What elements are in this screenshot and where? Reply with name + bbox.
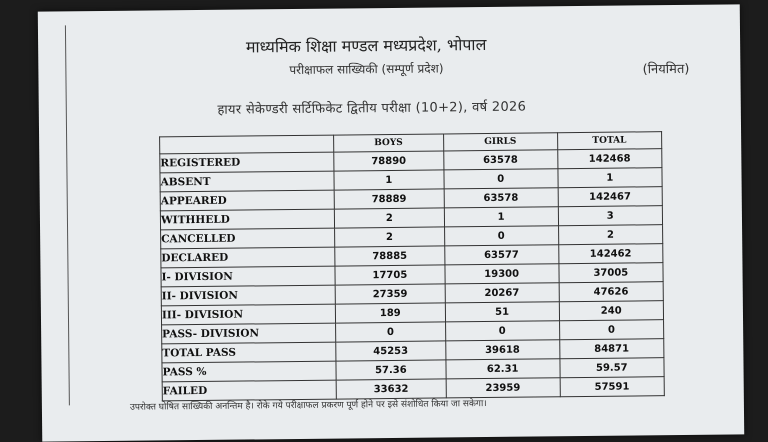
boys-value: 0: [336, 322, 446, 342]
total-value: 3: [558, 206, 663, 226]
footer-note: उपरोक्त घोषित साख्यिकी अनन्तिम है। रोके गये परीक्षाफल प्रकरण पूर्ण होने पर इसे संशोधित किया जा सकेगा।: [129, 399, 487, 413]
row-label: III- DIVISION: [161, 304, 335, 325]
boys-value: 78890: [334, 151, 444, 171]
header-girls: GIRLS: [443, 133, 557, 151]
page-border: [65, 19, 721, 413]
regular-tag: (नियमित): [642, 61, 690, 78]
boys-value: 78889: [334, 189, 444, 209]
girls-value: 1: [444, 207, 558, 227]
boys-value: 2: [335, 227, 445, 247]
total-value: 1: [558, 168, 663, 188]
boys-value: 17705: [335, 265, 445, 285]
total-value: 47626: [559, 282, 664, 302]
total-value: 240: [559, 301, 664, 321]
results-table: [159, 131, 665, 401]
row-label: FAILED: [162, 380, 336, 401]
row-label: PASS- DIVISION: [162, 323, 336, 344]
boys-value: 57.36: [336, 360, 446, 380]
row-label: REGISTERED: [160, 152, 334, 173]
girls-value: 63578: [444, 188, 558, 208]
statistics-subtitle: परीक्षाफल साख्यिकी (सम्पूर्ण प्रदेश): [289, 61, 444, 78]
girls-value: 63578: [443, 150, 557, 170]
girls-value: 39618: [445, 340, 559, 360]
total-value: 57591: [560, 377, 665, 397]
header-total: TOTAL: [557, 132, 662, 150]
boys-value: 45253: [336, 341, 446, 361]
exam-title: हायर सेकेण्डरी सर्टिफिकेट द्वितीय परीक्षा (10+2), वर्ष 2026: [217, 99, 527, 118]
row-label: WITHHELD: [160, 209, 334, 230]
header-blank: [160, 135, 334, 154]
row-label: ABSENT: [160, 171, 334, 192]
total-value: 142468: [557, 149, 662, 169]
row-label: TOTAL PASS: [162, 342, 336, 363]
total-value: 142467: [558, 187, 663, 207]
row-label: CANCELLED: [161, 228, 335, 249]
boys-value: 78885: [335, 246, 445, 266]
girls-value: 20267: [445, 283, 559, 303]
row-label: I- DIVISION: [161, 266, 335, 287]
total-value: 59.57: [559, 358, 664, 378]
girls-value: 0: [445, 321, 559, 341]
girls-value: 0: [444, 169, 558, 189]
boys-value: 1: [334, 170, 444, 190]
girls-value: 63577: [444, 245, 558, 265]
girls-value: 19300: [445, 264, 559, 284]
board-title: माध्यमिक शिक्षा मण्डल मध्यप्रदेश, भोपाल: [245, 34, 487, 57]
row-label: DECLARED: [161, 247, 335, 268]
boys-value: 33632: [336, 379, 446, 399]
total-value: 142462: [558, 244, 663, 264]
row-label: APPEARED: [160, 190, 334, 211]
boys-value: 2: [334, 208, 444, 228]
total-value: 84871: [559, 339, 664, 359]
total-value: 37005: [558, 263, 663, 283]
header-boys: BOYS: [334, 134, 444, 152]
total-value: 2: [558, 225, 663, 245]
boys-value: 27359: [335, 284, 445, 304]
girls-value: 62.31: [446, 359, 560, 379]
row-label: PASS %: [162, 361, 336, 382]
document-page: [38, 4, 744, 441]
girls-value: 23959: [446, 378, 560, 398]
girls-value: 0: [444, 226, 558, 246]
total-value: 0: [559, 320, 664, 340]
girls-value: 51: [445, 302, 559, 322]
row-label: II- DIVISION: [161, 285, 335, 306]
boys-value: 189: [335, 303, 445, 323]
